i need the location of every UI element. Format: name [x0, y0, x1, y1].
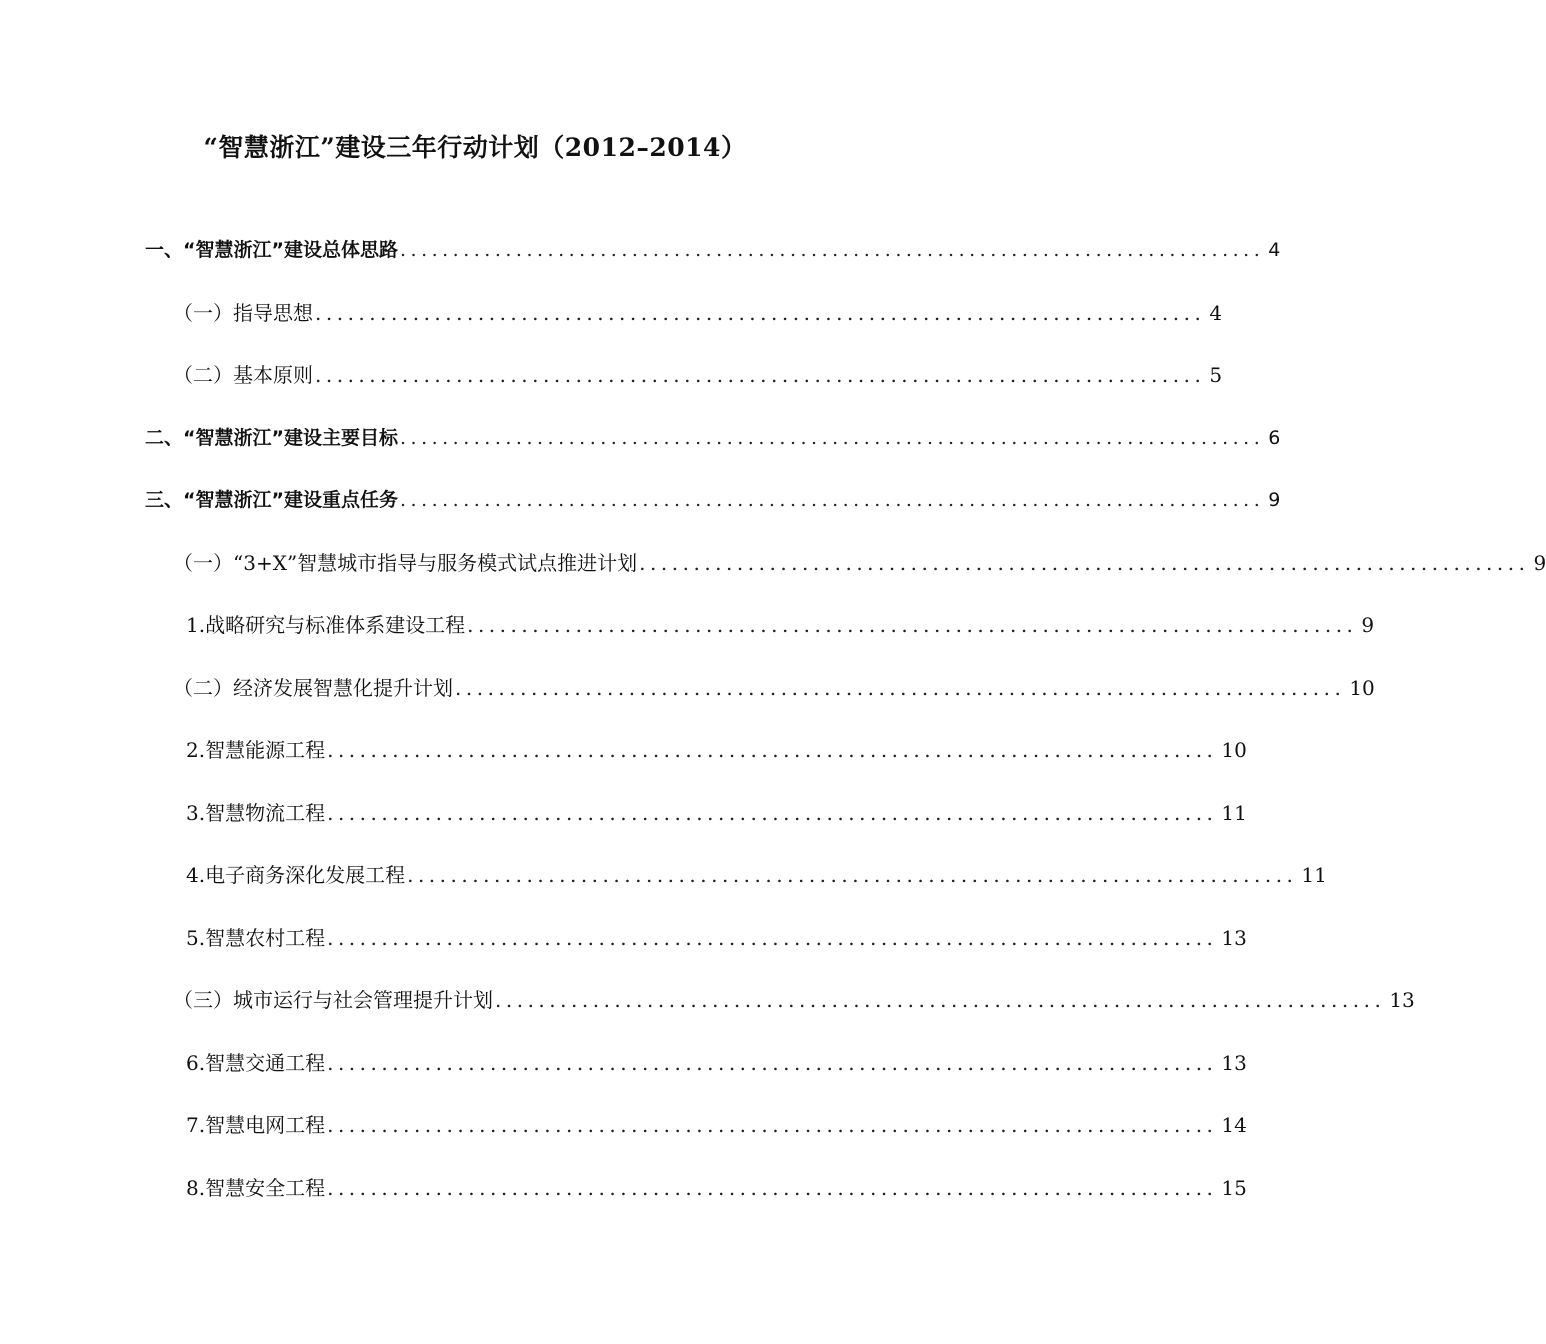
toc-dot-leader: ..................................................................................	[315, 300, 1206, 325]
toc-dot-leader: ..................................................................................	[315, 363, 1206, 387]
toc-entry-page-number: 4	[1209, 300, 1223, 325]
toc-entry[interactable]	[173, 293, 1223, 333]
toc-entry-page-number: 14	[1221, 1113, 1247, 1137]
toc-entry-page-number: 10	[1221, 738, 1247, 762]
toc-dot-leader: ..................................................................................	[399, 426, 1265, 449]
toc-dot-leader: ..................................................................................	[639, 550, 1530, 575]
toc-dot-leader: ..................................................................................	[327, 1113, 1218, 1137]
toc-entry[interactable]	[173, 355, 1223, 395]
toc-entry-page-number: 4	[1268, 239, 1281, 261]
toc-entry[interactable]	[186, 918, 1247, 958]
toc-dot-leader: ..................................................................................	[327, 1050, 1218, 1075]
toc-entry-label: 二、“智慧浙江”建设主要目标	[145, 426, 398, 449]
toc-entry-label: 3.智慧物流工程	[186, 800, 326, 825]
toc-entry[interactable]	[173, 668, 1375, 708]
toc-entry[interactable]	[186, 1168, 1247, 1208]
toc-entry-label: 三、“智慧浙江”建设重点任务	[145, 489, 398, 511]
toc-dot-leader: ..................................................................................	[327, 738, 1218, 762]
toc-entry-page-number: 11	[1221, 800, 1247, 825]
toc-entry[interactable]	[186, 1043, 1247, 1083]
toc-entry[interactable]	[186, 1105, 1247, 1145]
toc-entry-page-number: 9	[1533, 550, 1546, 575]
document-title: “智慧浙江”建设三年行动计划（2012–2014）	[203, 133, 747, 162]
toc-entry[interactable]	[145, 230, 1281, 270]
toc-entry-page-number: 13	[1221, 1050, 1247, 1075]
toc-entry-label: 4.电子商务深化发展工程	[186, 863, 406, 887]
toc-entry-label: 5.智慧农村工程	[186, 925, 326, 950]
toc-entry-label: 6.智慧交通工程	[186, 1050, 326, 1075]
toc-dot-leader: ..................................................................................	[399, 239, 1265, 261]
toc-dot-leader: ..................................................................................	[327, 925, 1218, 950]
toc-entry-label: （一）“3+X”智慧城市指导与服务模式试点推进计划	[173, 550, 638, 575]
toc-entry-label: （二）经济发展智慧化提升计划	[173, 675, 453, 700]
toc-entry-label: 2.智慧能源工程	[186, 738, 326, 762]
toc-dot-leader: ..................................................................................	[399, 489, 1265, 511]
toc-entry-label: 一、“智慧浙江”建设总体思路	[145, 239, 398, 261]
toc-entry-label: （一）指导思想	[173, 300, 313, 325]
toc-entry-page-number: 9	[1268, 489, 1281, 511]
toc-entry-label: （二）基本原则	[173, 363, 313, 387]
toc-entry[interactable]	[186, 730, 1247, 770]
toc-entry-page-number: 5	[1209, 363, 1223, 387]
toc-entry-page-number: 13	[1221, 925, 1247, 950]
toc-entry-page-number: 11	[1301, 863, 1327, 887]
toc-entry-label: 7.智慧电网工程	[186, 1113, 326, 1137]
toc-entry[interactable]	[145, 418, 1281, 458]
toc-entry-label: 8.智慧安全工程	[186, 1175, 326, 1200]
toc-entry[interactable]	[173, 543, 1546, 583]
toc-dot-leader: ..................................................................................	[495, 988, 1386, 1012]
toc-dot-leader: ..................................................................................	[467, 613, 1358, 637]
toc-entry-page-number: 15	[1221, 1175, 1247, 1200]
toc-dot-leader: ..................................................................................	[327, 1175, 1218, 1200]
toc-entry[interactable]	[186, 855, 1327, 895]
toc-entry[interactable]	[186, 793, 1247, 833]
toc-entry[interactable]	[186, 605, 1375, 645]
toc-entry[interactable]	[173, 980, 1415, 1020]
toc-entry-page-number: 13	[1389, 988, 1415, 1012]
toc-entry-label: 1.战略研究与标准体系建设工程	[186, 613, 466, 637]
toc-entry-page-number: 9	[1361, 613, 1375, 637]
toc-entry[interactable]	[145, 480, 1281, 520]
toc-entry-label: （三）城市运行与社会管理提升计划	[173, 988, 493, 1012]
toc-dot-leader: ..................................................................................	[327, 800, 1218, 825]
toc-dot-leader: ..................................................................................	[455, 675, 1346, 700]
toc-dot-leader: ..................................................................................	[407, 863, 1298, 887]
toc-entry-page-number: 10	[1349, 675, 1375, 700]
toc-entry-page-number: 6	[1268, 426, 1281, 449]
